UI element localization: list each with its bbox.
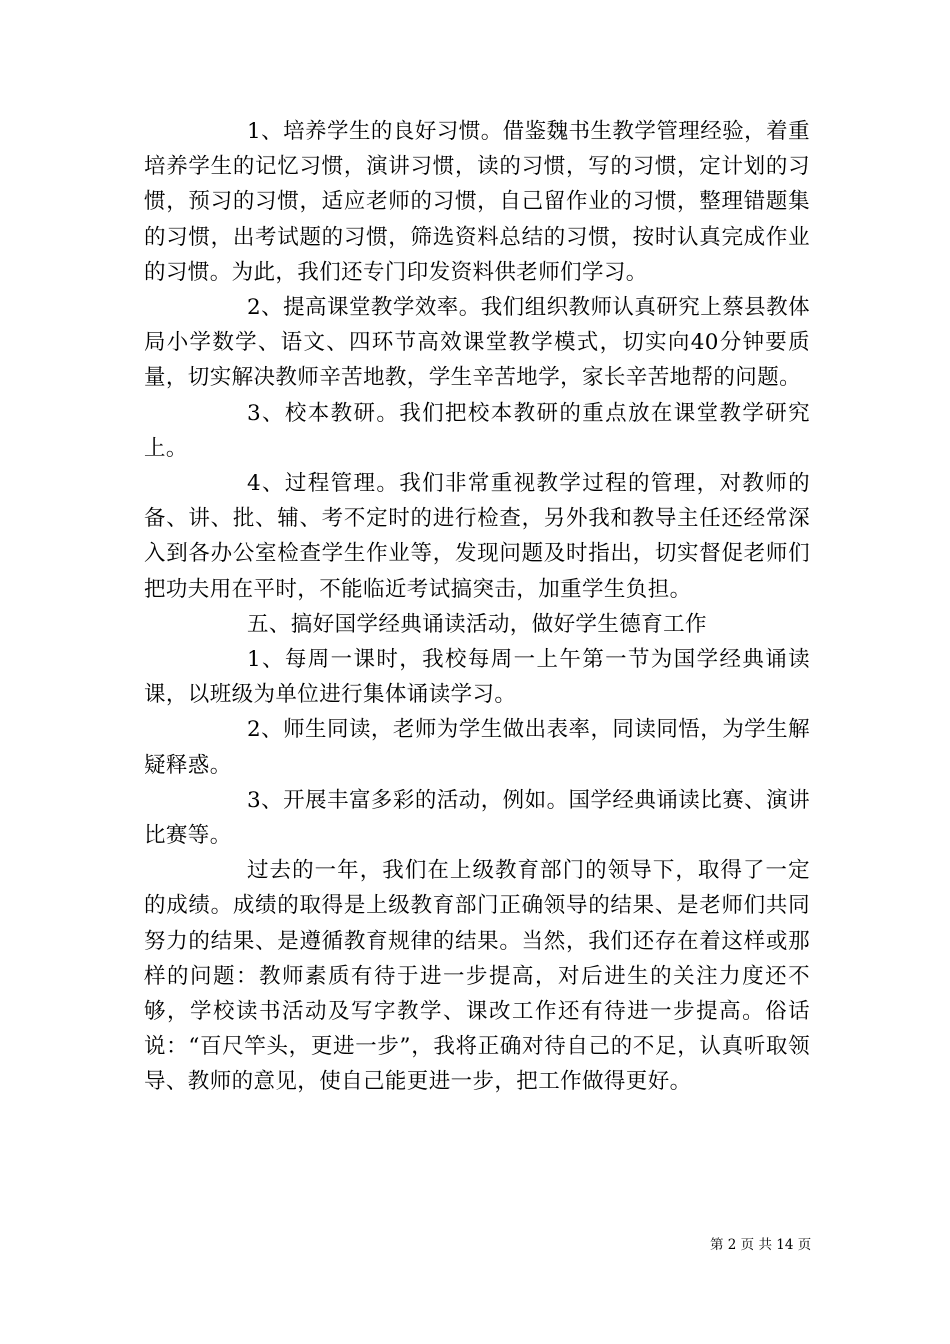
document-body <box>144 114 810 1100</box>
section-heading: 五、搞好国学经典诵读活动，做好学生德育工作 <box>247 611 707 637</box>
paragraph-habits: 1、培养学生的良好习惯。借鉴魏书生教学管理经验，着重培养学生的记忆习惯，演讲习惯，读的习惯，写的习惯，定计划的习惯，预习的习惯，适应老师的习惯，自己留作业的习惯，整理错题集的习惯，出考试题的习惯，筛选资料总结的习惯，按时认真完成作业的习惯。为此，我们还专门印发资料供老师们学习。 <box>144 119 810 285</box>
paragraph-process: 4、过程管理。我们非常重视教学过程的管理，对教师的备、讲、批、辅、考不定时的进行检查，另外我和教导主任还经常深入到各办公室检查学生作业等，发现问题及时指出，切实督促老师们把功夫用在平时，不能临近考试搞突击，加重学生负担。 <box>144 471 810 602</box>
paragraph-summary: 过去的一年，我们在上级教育部门的领导下，取得了一定的成绩。成绩的取得是上级教育部门正确领导的结果、是老师们共同努力的结果、是遵循教育规律的结果。当然，我们还存在着这样或那样的问题：教师素质有待于进一步提高，对后进生的关注力度还不够，学校读书活动及写字教学、课改工作还有待进一步提高。俗话说：“百尺竿头，更进一步”，我将正确对待自己的不足，认真听取领导、教师的意见，使自己能更进一步，把工作做得更好。 <box>144 858 810 1095</box>
paragraph-activities: 3、开展丰富多彩的活动，例如。国学经典诵读比赛、演讲比赛等。 <box>144 787 810 849</box>
paragraph-research: 3、校本教研。我们把校本教研的重点放在课堂教学研究上。 <box>144 400 810 461</box>
page-number: 第 2 页 共 14 页 <box>710 1237 812 1253</box>
paragraph-weekly: 1、每周一课时，我校每周一上午第一节为国学经典诵读课，以班级为单位进行集体诵读学习。 <box>144 647 810 708</box>
paragraph-efficiency: 2、提高课堂教学效率。我们组织教师认真研究上蔡县教体局小学数学、语文、四环节高效课堂教学模式，切实向40分钟要质量，切实解决教师辛苦地教，学生辛苦地学，家长辛苦地帮的问题。 <box>144 295 810 391</box>
paragraph-reading: 2、师生同读，老师为学生做出表率，同读同悟，为学生解疑释惑。 <box>144 717 810 778</box>
